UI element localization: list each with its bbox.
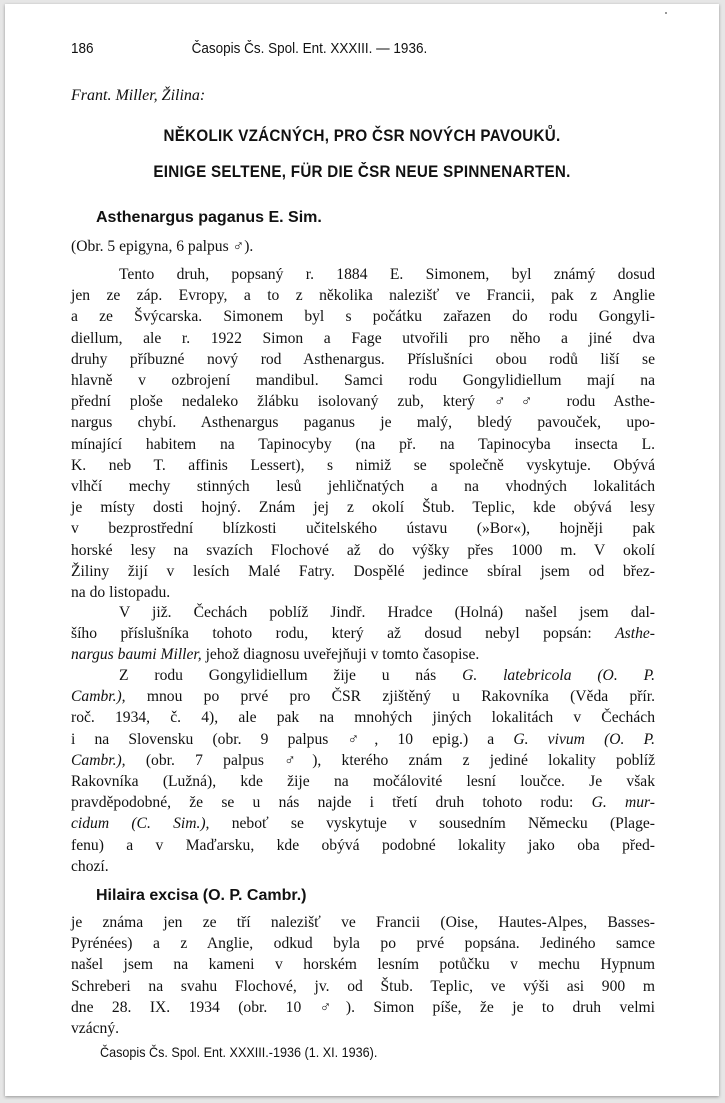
title-czech: NĚKOLIK VZÁCNÝCH, PRO ČSR NOVÝCH PAVOUKŮ. [163,127,561,145]
title-german: EINIGE SELTENE, FÜR DIE ČSR NEUE SPINNENARTEN. [153,163,571,181]
species-name-italic: Asthe- [615,625,655,643]
text-run: jehož diagnosu uveřejňuji v tomto časopise. [201,646,480,664]
text-line: V již. Čechách poblíž Jindř. Hradce (Holná) našel jsem dal- [119,604,655,621]
text-line [71,750,655,771]
text-run: (obr. 7 palpus ♂), kterého znám z jediné lokality poblíž [125,751,655,769]
text-line [71,729,655,750]
text-line: Rakovníka (Lužná), kde žije na močálovité lesní loučce. Je však [71,773,655,791]
text-line: chozí. [71,857,109,875]
text-line: fenu) a v Maďarsku, kde obývá podobné lokality jako oba před- [71,836,655,854]
species-name-italic: Cambr.), [71,751,126,769]
text-line: vlhčí mechy stinných lesů jehličnatých a na vhodných lokalitách [71,478,655,496]
text-line: K. neb T. affinis Lessert), s nimiž se společně vyskytuje. Obývá [71,456,655,474]
text-run: i na Slovensku (obr. 9 palpus ♂, 10 epig.) a [71,730,514,748]
text-line: je známa jen ze tří nalezišť ve Francii (Oise, Hautes-Alpes, Basses- [71,914,655,931]
text-line: Žiliny žijí v lesích Malé Fatry. Dospělé jedince sbíral jsem od břez- [71,562,655,580]
paragraph-2 [71,602,655,666]
species-name-italic: nargus baumi Miller, [71,646,202,664]
text-line: (Obr. 5 epigyna, 6 palpus ♂). [71,238,254,255]
text-line: Schreberi na svahu Flochové, jv. od Štub. Teplic, ve výši asi 900 m [71,977,655,995]
journal-title: Časopis Čs. Spol. Ent. XXXIII. — 1936. [191,40,428,57]
text-line [71,665,655,686]
species-heading-hilaira: Hilaira excisa (O. P. Cambr.) [96,887,307,904]
species-name-italic: cidum (C. Sim.), [71,815,210,833]
author-line: Frant. Miller, Žilina: [71,87,206,104]
paragraph-1 [71,264,655,603]
text-line [71,686,655,707]
page-number: 186 [71,40,94,57]
text-line: Tento druh, popsaný r. 1884 E. Simonem, byl známý dosud [119,266,655,283]
text-run: pravděpodobné, že se u nás najde i třetí druh tohoto rodu: [71,794,592,812]
text-line [71,623,655,644]
figure-reference [71,236,655,257]
text-line: a ze Švýcarska. Simonem byl s počátku zařazen do rodu Gongyli- [71,308,655,326]
text-line: mínající habitem na Tapinocyby (na př. na Tapinocyba insecta L. [71,435,655,453]
text-line: v bezprostřední blízkosti učitelského ústavu (»Bor«), hojněji pak [71,520,655,538]
text-line: přední ploše nedaleko žlábku isolovaný zub, který ♂♂ rodu Asthe- [71,393,655,411]
species-name-italic: G. mur- [591,794,655,812]
text-line: dne 28. IX. 1934 (obr. 10 ♂). Simon píše, že je to druh velmi [71,998,655,1016]
text-run: neboť se vyskytuje v sousedním Německu (Plage- [209,815,655,833]
species-name-italic: G. latebricola (O. P. [462,667,655,684]
text-line: je místy dosti hojný. Znám jej z okolí Štub. Teplic, kde obývá lesy [71,499,655,517]
text-run: mnou po prvé pro ČSR zjištěný u Rakovníka (Věda přír. [125,688,655,706]
text-line: na do listopadu. [71,584,171,602]
text-line: vzácný. [71,1020,120,1038]
text-line [71,644,655,665]
text-line: horské lesy na svazích Flochové až do výšky přes 1000 m. V okolí [71,541,655,559]
scan-speck [665,12,667,14]
species-name-italic: Cambr.), [71,688,126,706]
text-line [71,813,655,834]
paragraph-3 [71,665,655,877]
page-footer: Časopis Čs. Spol. Ent. XXXIII.-1936 (1. XI. 1936). [100,1044,378,1060]
text-run: šího příslušníka tohoto rodu, který až dosud nebyl popsán: [71,625,616,643]
text-line: nargus chybí. Asthenargus paganus je malý, bledý pavouček, upo- [71,414,655,432]
text-line: hlavně v ozbrojení mandibul. Samci rodu Gongylidiellum mají na [71,372,655,390]
species-heading-asthenargus: Asthenargus paganus E. Sim. [96,209,322,226]
text-line: roč. 1934, č. 4), ale pak na mnohých jiných lokalitách v Čechách [71,709,655,727]
text-line: Pyrénées) a z Anglie, odkud byla po prvé popsána. Jediného samce [71,935,655,953]
text-line: jen ze záp. Evropy, a to z několika nalezišť ve Francii, pak z Anglie [71,287,655,305]
text-line: našel jsem na kameni v horském lesním potůčku v mechu Hypnum [71,956,655,974]
text-line: druhy příbuzné nový rod Asthenargus. Příslušníci obou rodů liší se [71,350,655,368]
text-line [71,792,655,813]
text-run: Z rodu Gongylidiellum žije u nás [119,667,463,684]
paragraph-hilaira [71,912,655,1039]
text-line: diellum, ale r. 1922 Simon a Fage utvořili pro něho a jiné dva [71,329,655,347]
document-page [5,4,719,1096]
species-name-italic: G. vivum (O. P. [513,730,655,748]
